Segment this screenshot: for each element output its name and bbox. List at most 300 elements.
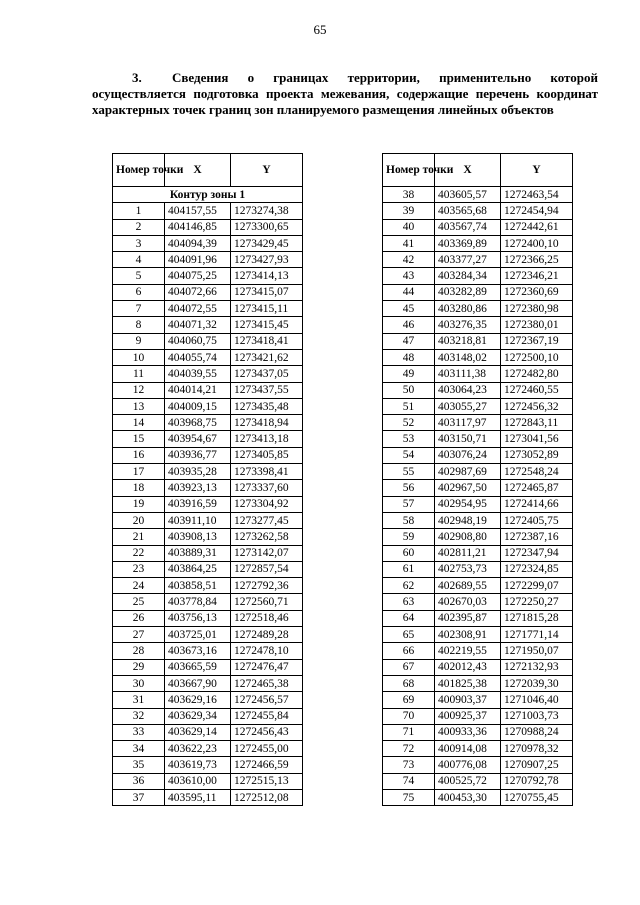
table-row [113, 366, 303, 382]
table-row [113, 382, 303, 398]
x-coordinate-cell: 404060,75 [165, 333, 231, 349]
point-number-cell: 66 [383, 643, 435, 659]
y-coordinate-cell: 1272518,46 [231, 610, 303, 626]
table-row [113, 708, 303, 724]
point-number-cell: 47 [383, 333, 435, 349]
table-row [113, 464, 303, 480]
y-coordinate-cell: 1273413,18 [231, 431, 303, 447]
point-number-cell: 62 [383, 578, 435, 594]
y-coordinate-cell: 1271950,07 [501, 643, 573, 659]
y-coordinate-cell: 1272843,11 [501, 415, 573, 431]
point-number-cell: 30 [113, 675, 165, 691]
point-number-cell: 27 [113, 627, 165, 643]
point-number-cell: 14 [113, 415, 165, 431]
point-number-cell: 45 [383, 301, 435, 317]
point-number-cell: 69 [383, 692, 435, 708]
x-coordinate-cell: 403276,35 [435, 317, 501, 333]
y-coordinate-cell: 1273418,41 [231, 333, 303, 349]
point-number-cell: 43 [383, 268, 435, 284]
point-number-cell: 41 [383, 235, 435, 251]
point-number-cell: 33 [113, 724, 165, 740]
table-row [383, 480, 573, 496]
point-number-cell: 39 [383, 203, 435, 219]
y-coordinate-cell: 1272380,98 [501, 301, 573, 317]
table-row [383, 627, 573, 643]
zone-row [113, 187, 303, 203]
coordinates-table-right [382, 153, 573, 806]
x-coordinate-cell: 401825,38 [435, 675, 501, 691]
y-coordinate-cell: 1273427,93 [231, 252, 303, 268]
y-coordinate-cell: 1272463,54 [501, 187, 573, 203]
x-coordinate-cell: 403076,24 [435, 447, 501, 463]
x-coordinate-cell: 403369,89 [435, 235, 501, 251]
y-coordinate-cell: 1273435,48 [231, 398, 303, 414]
header-x: X [435, 154, 501, 187]
x-coordinate-cell: 404014,21 [165, 382, 231, 398]
y-coordinate-cell: 1272380,01 [501, 317, 573, 333]
table-row [383, 741, 573, 757]
header-point: Номер точки [383, 154, 435, 187]
point-number-cell: 28 [113, 643, 165, 659]
point-number-cell: 13 [113, 398, 165, 414]
x-coordinate-cell: 404072,55 [165, 301, 231, 317]
table-row [113, 692, 303, 708]
x-coordinate-cell: 403858,51 [165, 578, 231, 594]
table-row [383, 203, 573, 219]
point-number-cell: 48 [383, 349, 435, 365]
table-row [383, 708, 573, 724]
y-coordinate-cell: 1270907,25 [501, 757, 573, 773]
table-header-row [383, 154, 573, 187]
zone-label: Контур зоны 1 [113, 187, 303, 203]
table-row [113, 415, 303, 431]
y-coordinate-cell: 1272367,19 [501, 333, 573, 349]
point-number-cell: 42 [383, 252, 435, 268]
point-number-cell: 22 [113, 545, 165, 561]
point-number-cell: 26 [113, 610, 165, 626]
x-coordinate-cell: 402811,21 [435, 545, 501, 561]
y-coordinate-cell: 1272414,66 [501, 496, 573, 512]
point-number-cell: 2 [113, 219, 165, 235]
x-coordinate-cell: 403282,89 [435, 284, 501, 300]
x-coordinate-cell: 403629,34 [165, 708, 231, 724]
x-coordinate-cell: 403148,02 [435, 349, 501, 365]
table-row [383, 464, 573, 480]
point-number-cell: 54 [383, 447, 435, 463]
table-row [113, 496, 303, 512]
point-number-cell: 4 [113, 252, 165, 268]
point-number-cell: 9 [113, 333, 165, 349]
x-coordinate-cell: 402395,87 [435, 610, 501, 626]
point-number-cell: 19 [113, 496, 165, 512]
header-y: Y [501, 154, 573, 187]
y-coordinate-cell: 1273337,60 [231, 480, 303, 496]
point-number-cell: 21 [113, 529, 165, 545]
x-coordinate-cell: 403565,68 [435, 203, 501, 219]
y-coordinate-cell: 1272366,25 [501, 252, 573, 268]
point-number-cell: 73 [383, 757, 435, 773]
table-row [113, 627, 303, 643]
y-coordinate-cell: 1272324,85 [501, 561, 573, 577]
y-coordinate-cell: 1272460,55 [501, 382, 573, 398]
point-number-cell: 63 [383, 594, 435, 610]
x-coordinate-cell: 403629,16 [165, 692, 231, 708]
x-coordinate-cell: 403954,67 [165, 431, 231, 447]
point-number-cell: 51 [383, 398, 435, 414]
y-coordinate-cell: 1273437,05 [231, 366, 303, 382]
y-coordinate-cell: 1270988,24 [501, 724, 573, 740]
point-number-cell: 74 [383, 773, 435, 789]
y-coordinate-cell: 1271771,14 [501, 627, 573, 643]
x-coordinate-cell: 400776,08 [435, 757, 501, 773]
y-coordinate-cell: 1273415,07 [231, 284, 303, 300]
table-row [383, 643, 573, 659]
table-row [113, 529, 303, 545]
table-row [383, 545, 573, 561]
point-number-cell: 24 [113, 578, 165, 594]
y-coordinate-cell: 1273414,13 [231, 268, 303, 284]
point-number-cell: 68 [383, 675, 435, 691]
y-coordinate-cell: 1272515,13 [231, 773, 303, 789]
x-coordinate-cell: 403605,57 [435, 187, 501, 203]
y-coordinate-cell: 1272466,59 [231, 757, 303, 773]
point-number-cell: 53 [383, 431, 435, 447]
table-row [383, 431, 573, 447]
y-coordinate-cell: 1271046,40 [501, 692, 573, 708]
point-number-cell: 49 [383, 366, 435, 382]
point-number-cell: 40 [383, 219, 435, 235]
y-coordinate-cell: 1270755,45 [501, 789, 573, 805]
table-row [383, 333, 573, 349]
y-coordinate-cell: 1273437,55 [231, 382, 303, 398]
y-coordinate-cell: 1272476,47 [231, 659, 303, 675]
x-coordinate-cell: 403055,27 [435, 398, 501, 414]
point-number-cell: 75 [383, 789, 435, 805]
point-number-cell: 20 [113, 512, 165, 528]
y-coordinate-cell: 1272456,57 [231, 692, 303, 708]
point-number-cell: 15 [113, 431, 165, 447]
x-coordinate-cell: 403889,31 [165, 545, 231, 561]
x-coordinate-cell: 403923,13 [165, 480, 231, 496]
table-row [113, 512, 303, 528]
table-row [113, 398, 303, 414]
point-number-cell: 55 [383, 464, 435, 480]
table-row [113, 610, 303, 626]
x-coordinate-cell: 400914,08 [435, 741, 501, 757]
x-coordinate-cell: 402670,03 [435, 594, 501, 610]
point-number-cell: 65 [383, 627, 435, 643]
x-coordinate-cell: 403756,13 [165, 610, 231, 626]
x-coordinate-cell: 402753,73 [435, 561, 501, 577]
table-row [113, 789, 303, 805]
x-coordinate-cell: 403665,59 [165, 659, 231, 675]
section-number: 3. [132, 70, 142, 85]
y-coordinate-cell: 1273415,11 [231, 301, 303, 317]
y-coordinate-cell: 1272400,10 [501, 235, 573, 251]
point-number-cell: 17 [113, 464, 165, 480]
table-row [383, 415, 573, 431]
table-row [383, 561, 573, 577]
point-number-cell: 31 [113, 692, 165, 708]
x-coordinate-cell: 403610,00 [165, 773, 231, 789]
point-number-cell: 32 [113, 708, 165, 724]
table-row [113, 578, 303, 594]
table-row [113, 317, 303, 333]
x-coordinate-cell: 403111,38 [435, 366, 501, 382]
y-coordinate-cell: 1272360,69 [501, 284, 573, 300]
table-row [383, 594, 573, 610]
x-coordinate-cell: 403218,81 [435, 333, 501, 349]
x-coordinate-cell: 402987,69 [435, 464, 501, 480]
y-coordinate-cell: 1273405,85 [231, 447, 303, 463]
y-coordinate-cell: 1273418,94 [231, 415, 303, 431]
table-header-row [113, 154, 303, 187]
x-coordinate-cell: 403150,71 [435, 431, 501, 447]
table-row [383, 757, 573, 773]
x-coordinate-cell: 404091,96 [165, 252, 231, 268]
y-coordinate-cell: 1272455,00 [231, 741, 303, 757]
table-row [383, 252, 573, 268]
point-number-cell: 18 [113, 480, 165, 496]
point-number-cell: 12 [113, 382, 165, 398]
x-coordinate-cell: 404009,15 [165, 398, 231, 414]
x-coordinate-cell: 404094,39 [165, 235, 231, 251]
point-number-cell: 64 [383, 610, 435, 626]
table-row [383, 317, 573, 333]
x-coordinate-cell: 400453,30 [435, 789, 501, 805]
x-coordinate-cell: 403667,90 [165, 675, 231, 691]
y-coordinate-cell: 1273398,41 [231, 464, 303, 480]
x-coordinate-cell: 403117,97 [435, 415, 501, 431]
x-coordinate-cell: 400903,37 [435, 692, 501, 708]
point-number-cell: 37 [113, 789, 165, 805]
table-row [113, 301, 303, 317]
y-coordinate-cell: 1272455,84 [231, 708, 303, 724]
x-coordinate-cell: 403619,73 [165, 757, 231, 773]
point-number-cell: 38 [383, 187, 435, 203]
x-coordinate-cell: 403622,23 [165, 741, 231, 757]
table-row [113, 447, 303, 463]
table-row [113, 757, 303, 773]
y-coordinate-cell: 1272442,61 [501, 219, 573, 235]
y-coordinate-cell: 1272387,16 [501, 529, 573, 545]
table-row [113, 203, 303, 219]
table-row [113, 675, 303, 691]
point-number-cell: 34 [113, 741, 165, 757]
point-number-cell: 8 [113, 317, 165, 333]
x-coordinate-cell: 402012,43 [435, 659, 501, 675]
point-number-cell: 46 [383, 317, 435, 333]
table-row [383, 659, 573, 675]
x-coordinate-cell: 403673,16 [165, 643, 231, 659]
y-coordinate-cell: 1273274,38 [231, 203, 303, 219]
y-coordinate-cell: 1272500,10 [501, 349, 573, 365]
x-coordinate-cell: 403911,10 [165, 512, 231, 528]
x-coordinate-cell: 404055,74 [165, 349, 231, 365]
header-y: Y [231, 154, 303, 187]
x-coordinate-cell: 404039,55 [165, 366, 231, 382]
y-coordinate-cell: 1272857,54 [231, 561, 303, 577]
x-coordinate-cell: 404075,25 [165, 268, 231, 284]
point-number-cell: 50 [383, 382, 435, 398]
y-coordinate-cell: 1272347,94 [501, 545, 573, 561]
point-number-cell: 56 [383, 480, 435, 496]
x-coordinate-cell: 402219,55 [435, 643, 501, 659]
x-coordinate-cell: 402689,55 [435, 578, 501, 594]
table-row [383, 301, 573, 317]
x-coordinate-cell: 400933,36 [435, 724, 501, 740]
point-number-cell: 35 [113, 757, 165, 773]
y-coordinate-cell: 1272489,28 [231, 627, 303, 643]
header-point: Номер точки [113, 154, 165, 187]
table-row [113, 724, 303, 740]
x-coordinate-cell: 403778,84 [165, 594, 231, 610]
y-coordinate-cell: 1271003,73 [501, 708, 573, 724]
section-title: Сведения о границах территории, применительно которой осуществляется подготовка проекта межевания, содержащие перечень координат характерных точек границ зон планируемого размещения линейных объектов [92, 70, 598, 117]
x-coordinate-cell: 400925,37 [435, 708, 501, 724]
x-coordinate-cell: 402967,50 [435, 480, 501, 496]
table-row [383, 398, 573, 414]
table-row [383, 675, 573, 691]
y-coordinate-cell: 1272548,24 [501, 464, 573, 480]
y-coordinate-cell: 1272346,21 [501, 268, 573, 284]
y-coordinate-cell: 1271815,28 [501, 610, 573, 626]
y-coordinate-cell: 1272560,71 [231, 594, 303, 610]
table-row [383, 235, 573, 251]
table-row [113, 594, 303, 610]
table-row [383, 366, 573, 382]
table-row [113, 268, 303, 284]
table-row [113, 741, 303, 757]
table-row [113, 773, 303, 789]
table-row [383, 447, 573, 463]
table-row [383, 529, 573, 545]
x-coordinate-cell: 403908,13 [165, 529, 231, 545]
y-coordinate-cell: 1272039,30 [501, 675, 573, 691]
y-coordinate-cell: 1273277,45 [231, 512, 303, 528]
x-coordinate-cell: 403935,28 [165, 464, 231, 480]
x-coordinate-cell: 402948,19 [435, 512, 501, 528]
y-coordinate-cell: 1273415,45 [231, 317, 303, 333]
x-coordinate-cell: 402908,80 [435, 529, 501, 545]
x-coordinate-cell: 402308,91 [435, 627, 501, 643]
y-coordinate-cell: 1273421,62 [231, 349, 303, 365]
table-row [113, 349, 303, 365]
x-coordinate-cell: 403629,14 [165, 724, 231, 740]
table-row [113, 235, 303, 251]
x-coordinate-cell: 402954,95 [435, 496, 501, 512]
y-coordinate-cell: 1272478,10 [231, 643, 303, 659]
point-number-cell: 23 [113, 561, 165, 577]
y-coordinate-cell: 1272482,80 [501, 366, 573, 382]
point-number-cell: 5 [113, 268, 165, 284]
table-row [383, 692, 573, 708]
table-row [383, 773, 573, 789]
x-coordinate-cell: 403064,23 [435, 382, 501, 398]
point-number-cell: 10 [113, 349, 165, 365]
y-coordinate-cell: 1273142,07 [231, 545, 303, 561]
point-number-cell: 11 [113, 366, 165, 382]
point-number-cell: 7 [113, 301, 165, 317]
table-row [383, 268, 573, 284]
point-number-cell: 58 [383, 512, 435, 528]
table-row [383, 789, 573, 805]
table-row [113, 561, 303, 577]
table-row [113, 252, 303, 268]
y-coordinate-cell: 1272405,75 [501, 512, 573, 528]
table-row [113, 659, 303, 675]
point-number-cell: 67 [383, 659, 435, 675]
y-coordinate-cell: 1270978,32 [501, 741, 573, 757]
y-coordinate-cell: 1272132,93 [501, 659, 573, 675]
y-coordinate-cell: 1272456,43 [231, 724, 303, 740]
x-coordinate-cell: 403916,59 [165, 496, 231, 512]
x-coordinate-cell: 403936,77 [165, 447, 231, 463]
table-row [383, 512, 573, 528]
table-row [113, 219, 303, 235]
y-coordinate-cell: 1273429,45 [231, 235, 303, 251]
table-row [113, 480, 303, 496]
table-row [383, 219, 573, 235]
point-number-cell: 25 [113, 594, 165, 610]
y-coordinate-cell: 1273300,65 [231, 219, 303, 235]
x-coordinate-cell: 403725,01 [165, 627, 231, 643]
x-coordinate-cell: 404072,66 [165, 284, 231, 300]
y-coordinate-cell: 1272250,27 [501, 594, 573, 610]
x-coordinate-cell: 404071,32 [165, 317, 231, 333]
x-coordinate-cell: 403968,75 [165, 415, 231, 431]
x-coordinate-cell: 403864,25 [165, 561, 231, 577]
x-coordinate-cell: 400525,72 [435, 773, 501, 789]
point-number-cell: 16 [113, 447, 165, 463]
y-coordinate-cell: 1272299,07 [501, 578, 573, 594]
table-row [383, 610, 573, 626]
table-row [113, 431, 303, 447]
point-number-cell: 3 [113, 235, 165, 251]
y-coordinate-cell: 1272454,94 [501, 203, 573, 219]
header-x: X [165, 154, 231, 187]
section-heading [92, 70, 598, 118]
y-coordinate-cell: 1272792,36 [231, 578, 303, 594]
table-row [383, 349, 573, 365]
point-number-cell: 52 [383, 415, 435, 431]
x-coordinate-cell: 403595,11 [165, 789, 231, 805]
x-coordinate-cell: 403284,34 [435, 268, 501, 284]
y-coordinate-cell: 1273052,89 [501, 447, 573, 463]
x-coordinate-cell: 403567,74 [435, 219, 501, 235]
table-row [383, 578, 573, 594]
table-row [383, 284, 573, 300]
x-coordinate-cell: 404157,55 [165, 203, 231, 219]
point-number-cell: 70 [383, 708, 435, 724]
table-row [113, 643, 303, 659]
y-coordinate-cell: 1272456,32 [501, 398, 573, 414]
point-number-cell: 36 [113, 773, 165, 789]
point-number-cell: 61 [383, 561, 435, 577]
table-row [383, 496, 573, 512]
table-row [383, 724, 573, 740]
point-number-cell: 1 [113, 203, 165, 219]
table-row [113, 333, 303, 349]
coordinates-table-left [112, 153, 303, 806]
y-coordinate-cell: 1273262,58 [231, 529, 303, 545]
page-number: 65 [313, 22, 327, 37]
point-number-cell: 72 [383, 741, 435, 757]
x-coordinate-cell: 403377,27 [435, 252, 501, 268]
point-number-cell: 57 [383, 496, 435, 512]
table-row [383, 187, 573, 203]
table-row [383, 382, 573, 398]
